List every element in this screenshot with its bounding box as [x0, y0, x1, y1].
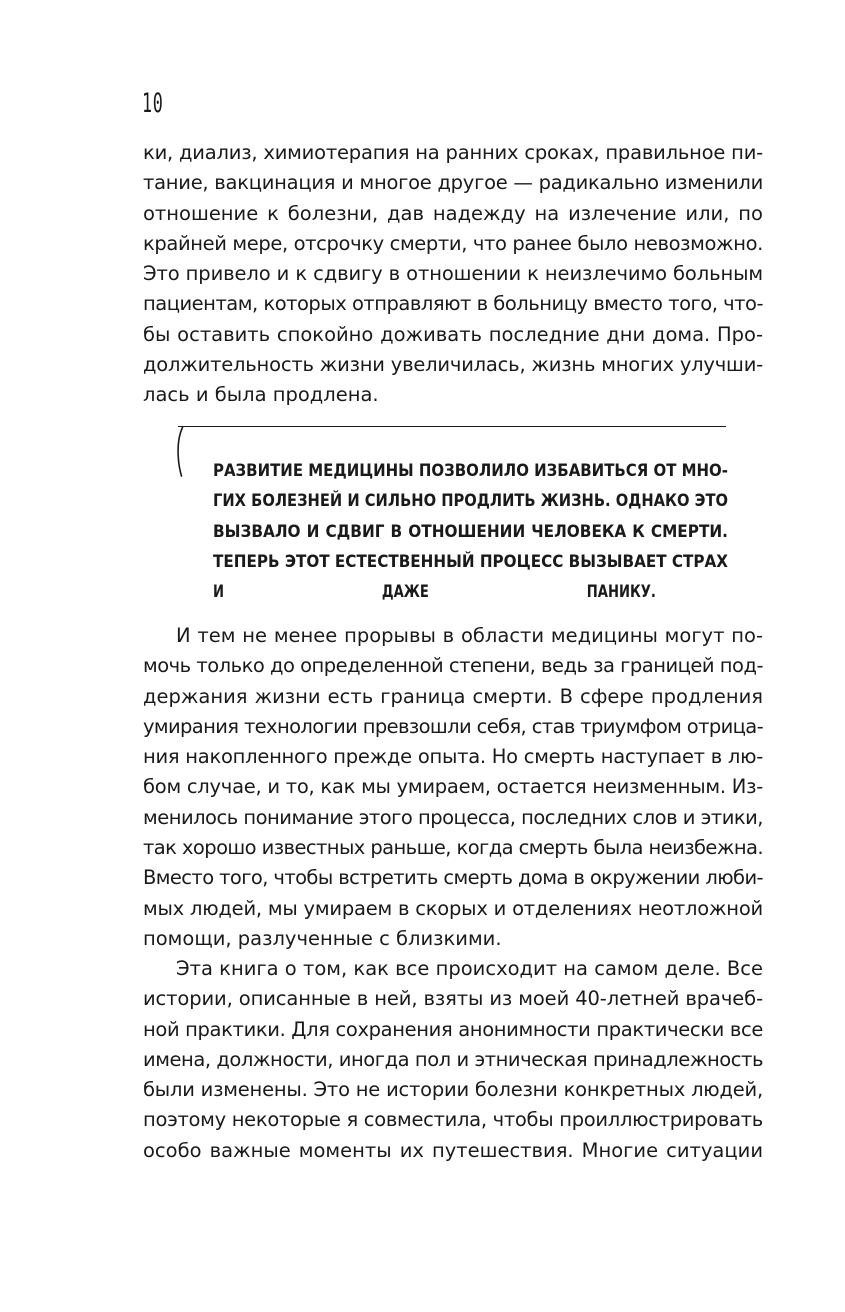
text-line: лась и была продлена.	[143, 383, 379, 407]
pull-quote-line: ГИХ БОЛЕЗНЕЙ И СИЛЬНО ПРОДЛИТЬ ЖИЗНЬ. ОДНАКО ЭТО	[213, 491, 728, 512]
text-line: так хорошо известных раньше, когда смерть была неизбежна.	[143, 836, 763, 860]
pull-quote-rule	[178, 426, 726, 427]
text-line: бом случае, и то, как мы умираем, остается неизменным. Из-	[143, 775, 763, 799]
text-line: умирания технологии превзошли себя, став триумфом отрица-	[143, 714, 763, 738]
paragraph-1	[143, 138, 763, 411]
text-line: поэтому некоторые я совместила, чтобы проиллюстрировать	[143, 1108, 763, 1132]
text-line: пациентам, которых отправляют в больницу вместо того, что-	[143, 292, 763, 316]
page-number: 10	[142, 88, 164, 119]
text-line: Вместо того, чтобы встретить смерть дома в окружении люби-	[143, 866, 763, 890]
text-line: отношение к болезни, дав надежду на излечение или, по	[143, 201, 763, 225]
text-line: Эта книга о том, как все происходит на самом деле. Все	[176, 957, 763, 980]
text-line: ния накопленного прежде опыта. Но смерть наступает в лю-	[143, 745, 764, 769]
text-line: ной практики. Для сохранения анонимности практически все	[143, 1017, 763, 1041]
pull-quote-line: И ДАЖЕ ПАНИКУ.	[213, 582, 656, 603]
text-line: помощи, разлученные с близкими.	[143, 926, 502, 950]
text-line: тание, вакцинация и многое другое — радикально изменили	[143, 171, 763, 195]
text-line: ки, диализ, химиотерапия на ранних сроках, правильное пи-	[143, 141, 763, 164]
pull-quote-text	[213, 456, 728, 607]
text-line: И тем не менее прорывы в области медицины могут по-	[176, 624, 763, 647]
paragraph-2	[143, 621, 763, 954]
text-line: особо важные моменты их путешествия. Многие ситуации	[143, 1138, 763, 1162]
text-line: менилось понимание этого процесса, последних слов и этики,	[143, 805, 763, 829]
text-line: держания жизни есть граница смерти. В сфере продления	[143, 684, 763, 708]
paragraph-3	[143, 954, 763, 1166]
text-line: были изменены. Это не истории болезни конкретных людей,	[143, 1078, 763, 1102]
pull-quote-line: ТЕПЕРЬ ЭТОТ ЕСТЕСТВЕННЫЙ ПРОЦЕСС ВЫЗЫВАЕТ СТРАХ	[213, 551, 728, 572]
text-line: мочь только до определенной степени, ведь за границей под-	[143, 654, 763, 678]
pull-quote-line: РАЗВИТИЕ МЕДИЦИНЫ ПОЗВОЛИЛО ИЗБАВИТЬСЯ ОТ МНО-	[213, 461, 728, 481]
text-line: должительность жизни увеличилась, жизнь многих улучши-	[143, 353, 763, 377]
text-line: Это привело и к сдвигу в отношении к неизлечимо больным	[143, 262, 763, 286]
pull-quote	[176, 426, 726, 606]
text-line: бы оставить спокойно доживать последние дни дома. Про-	[143, 322, 763, 346]
text-line: имена, должности, иногда пол и этническая принадлежность	[143, 1047, 763, 1071]
text-line: истории, описанные в ней, взяты из моей 40-летней врачеб-	[143, 987, 763, 1011]
text-line: крайней мере, отсрочку смерти, что ранее было невозможно.	[143, 231, 763, 255]
pull-quote-line: ВЫЗВАЛО И СДВИГ В ОТНОШЕНИИ ЧЕЛОВЕКА К СМЕРТИ.	[213, 521, 728, 542]
text-line: мых людей, мы умираем в скорых и отделениях неотложной	[143, 896, 763, 920]
pull-quote-bracket-icon	[175, 426, 185, 478]
